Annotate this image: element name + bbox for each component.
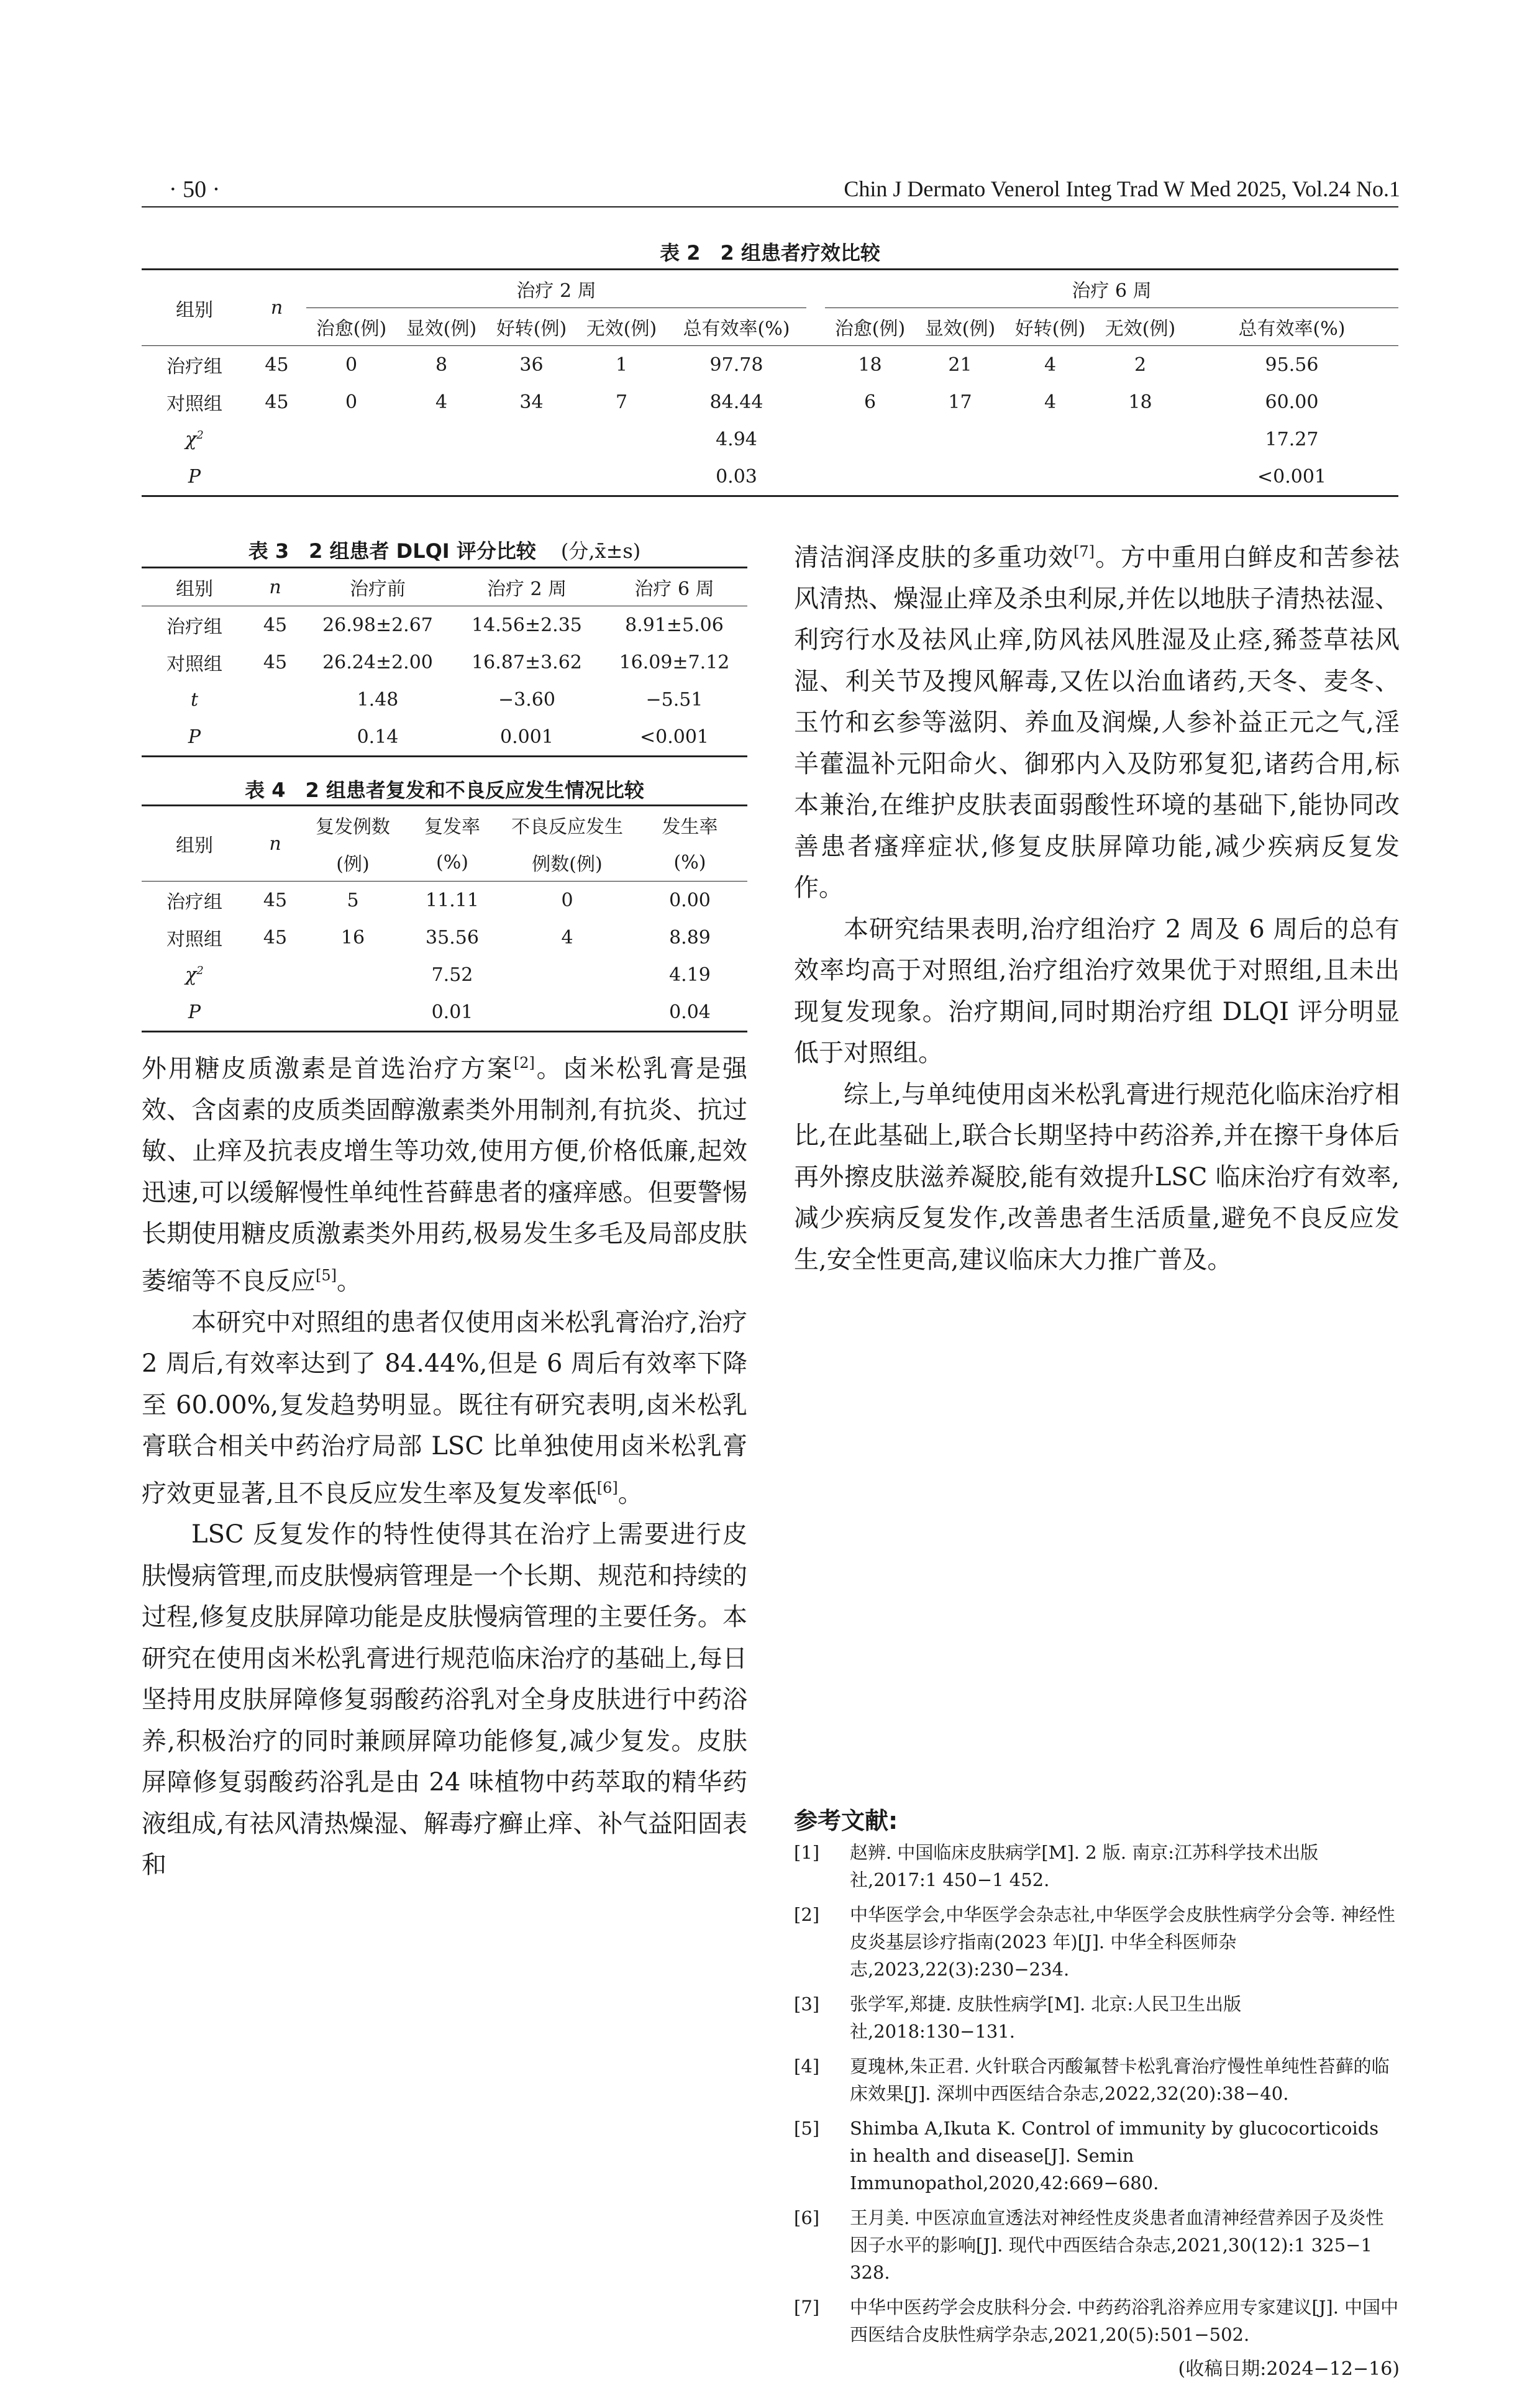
- table-row: [142, 644, 747, 681]
- table-cell: 8.91±5.06: [625, 614, 724, 636]
- reference-item: [794, 2115, 1400, 2197]
- reference-number: [2]: [794, 1904, 820, 1925]
- table-cell: 8.89: [669, 926, 711, 949]
- table-cell: 84.44: [709, 391, 763, 413]
- received-date: (收稿日期:2024−12−16): [1178, 2358, 1400, 2380]
- table2-header-n: n: [247, 270, 306, 346]
- table-row: [142, 681, 747, 718]
- left-body-column: [142, 1042, 747, 1886]
- table-cell: 17.27: [1265, 428, 1319, 450]
- p-label: P: [188, 1001, 201, 1023]
- paragraph: 本研究结果表明,治疗组治疗 2 周及 6 周后的总有效率均高于对照组,治疗组治疗效果优于对照组,且未出现复发现象。治疗期间,同时期治疗组 DLQI 评分明显低于对照组。: [794, 914, 1400, 1068]
- table2-sub-header: 显效(例): [406, 318, 477, 340]
- table-cell: 2: [1134, 353, 1147, 376]
- table-cell: 60.00: [1265, 391, 1319, 413]
- table-cell: 18: [1128, 391, 1152, 413]
- table2-header-week2: 治疗 2 周: [306, 270, 806, 308]
- table-cell: 36: [519, 353, 544, 376]
- header-rule: [142, 206, 1398, 207]
- table-cell: 0.01: [431, 1001, 473, 1023]
- table-cell: <0.001: [639, 726, 709, 748]
- table-cell: 35.56: [426, 926, 479, 949]
- table-cell: 21: [948, 353, 972, 376]
- table-cell: 26.98±2.67: [322, 614, 433, 636]
- table-cell: −3.60: [498, 688, 555, 711]
- paragraph: 外用糖皮质激素是首选治疗方案[2]。卤米松乳膏是强效、含卤素的皮质类固醇激素类外用制剂,有抗炎、抗过敏、止痒及抗表皮增生等功效,使用方便,价格低廉,起效迅速,可以缓解慢性单纯性苔藓患者的瘙痒感。但要警惕长期使用糖皮质激素类外用药,极易发生多毛及局部皮肤萎缩等不良反应[5]。: [142, 1054, 748, 1296]
- table-cell: 0.03: [716, 465, 757, 488]
- references-list: [794, 1839, 1400, 2383]
- table-cell: 8: [435, 353, 448, 376]
- table2-sub-header: 无效(例): [1105, 318, 1176, 340]
- table-cell: 治疗组: [166, 616, 222, 638]
- table-cell: 4: [435, 391, 448, 413]
- table2-header-group: 组别: [142, 270, 247, 346]
- table-row: [142, 882, 747, 919]
- table-cell: 治疗组: [166, 891, 222, 913]
- table-cell: 0: [345, 391, 358, 413]
- table-cell: 16.09±7.12: [619, 651, 730, 673]
- table-cell: [247, 718, 303, 757]
- table-cell: 0: [345, 353, 358, 376]
- right-body-column: [794, 531, 1400, 1280]
- reference-number: [1]: [794, 1842, 820, 1863]
- table-cell: 7.52: [431, 964, 473, 986]
- table-row: [142, 383, 1398, 421]
- table3-caption: 表 3 2 组患者 DLQI 评分比较 (分,x̄±s): [248, 539, 641, 563]
- table-cell: [247, 681, 303, 718]
- reference-text: 赵辨. 中国临床皮肤病学[M]. 2 版. 南京:江苏科学技术出版社,2017:1 450−1 452.: [850, 1842, 1319, 1890]
- table3-header: 组别: [176, 578, 213, 600]
- table-cell: 0.04: [669, 1001, 711, 1023]
- table-cell: 4: [561, 926, 573, 949]
- reference-text: Shimba A,Ikuta K. Control of immunity by glucocorticoids in health and disease[J]. Semin Immunopathol,2020,42:669−680.: [850, 2118, 1379, 2194]
- table4-header: (%): [673, 851, 706, 873]
- table4-header: 复发例数: [316, 816, 390, 838]
- table-cell: 97.78: [709, 353, 763, 376]
- table-cell: 45: [263, 614, 288, 636]
- table-cell: 对照组: [166, 929, 222, 950]
- table-row: [142, 606, 747, 644]
- table3-header: 治疗 6 周: [634, 578, 714, 600]
- chi-square-label: $\chi^2$: [185, 428, 204, 450]
- table-cell: 34: [519, 391, 544, 413]
- table2-sub-header: 治愈(例): [834, 318, 906, 340]
- table-cell: 45: [263, 889, 288, 911]
- table-cell: P: [188, 726, 201, 748]
- paragraph: 清洁润泽皮肤的多重功效[7]。方中重用白鲜皮和苦参祛风清热、燥湿止痒及杀虫利尿,并佐以地肤子清热祛湿、利窍行水及祛风止痒,防风祛风胜湿及止痉,豨莶草祛风湿、利关节及搜风解毒,又佐以治血诸药,天冬、麦冬、玉竹和玄参等滋阴、养血及润燥,人参补益正元之气,淫羊藿温补元阳命火、御邪内入及防邪复犯,诸药合用,标本兼治,在维护皮肤表面弱酸性环境的基础下,能协同改善患者瘙痒症状,修复皮肤屏障功能,减少疾病反复发作。: [794, 543, 1400, 903]
- table2-sub-header: 治愈(例): [316, 318, 387, 340]
- table2-caption: 表 2 2 组患者疗效比较: [660, 241, 880, 265]
- table3-header: n: [269, 576, 281, 598]
- table-cell: 0.001: [500, 726, 554, 748]
- reference-text: 中华医学会,中华医学会杂志社,中华医学会皮肤性病学分会等. 神经性皮炎基层诊疗指南(2023 年)[J]. 中华全科医师杂志,2023,22(3):230−234.: [850, 1904, 1395, 1980]
- table-row: [142, 993, 747, 1032]
- table-cell: 7: [615, 391, 628, 413]
- table-cell: 45: [265, 353, 289, 376]
- page-number: · 50 ·: [169, 176, 221, 203]
- reference-item: [794, 1901, 1400, 1983]
- table4-caption: 表 4 2 组患者复发和不良反应发生情况比较: [245, 778, 644, 802]
- table4-header: (例): [336, 854, 370, 875]
- table3: [142, 567, 747, 757]
- paragraph: 本研究中对照组的患者仅使用卤米松乳膏治疗,治疗 2 周后,有效率达到了 84.44%,但是 6 周后有效率下降至 60.00%,复发趋势明显。既往有研究表明,卤米松乳膏联合相关中药治疗局部 LSC 比单独使用卤米松乳膏疗效更显著,且不良反应发生率及复发率低[6]。: [142, 1308, 747, 1508]
- table-cell: 16.87±3.62: [472, 651, 582, 673]
- reference-text: 中华中医药学会皮肤科分会. 中药药浴乳浴养应用专家建议[J]. 中国中西医结合皮肤性病学杂志,2021,20(5):501−502.: [850, 2297, 1399, 2345]
- reference-number: [4]: [794, 2056, 820, 2077]
- table4-header-n: n: [247, 806, 303, 882]
- table-cell: 95.56: [1265, 353, 1319, 376]
- chi-square-label: $\chi^2$: [185, 964, 204, 986]
- reference-number: [6]: [794, 2207, 820, 2228]
- table2-sub-header: 总有效率(%): [683, 318, 790, 340]
- table-cell: 45: [263, 651, 288, 673]
- table-row: [142, 421, 1398, 458]
- table-cell: 0.14: [357, 726, 399, 748]
- table-cell: t: [190, 688, 199, 711]
- table-cell: −5.51: [645, 688, 703, 711]
- paragraph: LSC 反复发作的特性使得其在治疗上需要进行皮肤慢病管理,而皮肤慢病管理是一个长期、规范和持续的过程,修复皮肤屏障功能是皮肤慢病管理的主要任务。本研究在使用卤米松乳膏进行规范临床治疗的基础上,每日坚持用皮肤屏障修复弱酸药浴乳对全身皮肤进行中药浴养,积极治疗的同时兼顾屏障功能修复,减少复发。皮肤屏障修复弱酸药浴乳是由 24 味植物中药萃取的精华药液组成,有祛风清热燥湿、解毒疗癣止痒、补气益阳固表和: [142, 1520, 747, 1880]
- reference-item: [794, 2053, 1400, 2107]
- table-cell: 4: [1044, 391, 1057, 413]
- reference-text: 夏瑰林,朱正君. 火针联合丙酸氟替卡松乳膏治疗慢性单纯性苔藓的临床效果[J]. 深圳中西医结合杂志,2022,32(20):38−40.: [850, 2056, 1390, 2104]
- table2: [142, 268, 1398, 497]
- p-label: P: [188, 465, 201, 488]
- table4-header: (%): [436, 851, 468, 873]
- table4-header-group: 组别: [142, 806, 247, 882]
- table4-header: 发生率: [662, 816, 718, 838]
- journal-header: Chin J Dermato Venerol Integ Trad W Med 2025, Vol.24 No.1: [844, 176, 1400, 201]
- table-cell: <0.001: [1257, 465, 1327, 488]
- table-cell: 0: [561, 889, 573, 911]
- reference-number: [5]: [794, 2118, 820, 2139]
- table2-sub-header: 显效(例): [924, 318, 996, 340]
- table-cell: 11.11: [426, 889, 479, 911]
- table-cell: 1: [615, 353, 628, 376]
- table2-sub-header: 无效(例): [586, 318, 657, 340]
- table2-sub-header: 总有效率(%): [1238, 318, 1346, 340]
- reference-number: [7]: [794, 2297, 820, 2318]
- table-cell: 5: [347, 889, 359, 911]
- table2-header-week6: 治疗 6 周: [825, 270, 1398, 308]
- table-cell: 6: [863, 391, 877, 413]
- table-cell: 4: [1044, 353, 1057, 376]
- table-cell: 45: [263, 926, 288, 949]
- references-title: 参考文献:: [794, 1807, 898, 1834]
- reference-item: [794, 1839, 1400, 1893]
- table2-sub-header: 好转(例): [496, 318, 567, 340]
- table-cell: 18: [858, 353, 882, 376]
- reference-item: [794, 1990, 1400, 2045]
- reference-text: 王月美. 中医凉血宣透法对神经性皮炎患者血清神经营养因子及炎性因子水平的影响[J]. 现代中西医结合杂志,2021,30(12):1 325−1 328.: [850, 2207, 1384, 2283]
- table-row: [142, 346, 1398, 384]
- table-cell: 4.19: [669, 964, 711, 986]
- table-cell: 0.00: [669, 889, 711, 911]
- table-row: [142, 718, 747, 757]
- table-row: [142, 458, 1398, 496]
- table-cell: 16: [340, 926, 365, 949]
- table4-header: 例数(例): [532, 854, 603, 875]
- table-cell: 1.48: [357, 688, 399, 711]
- table-cell: 对照组: [166, 393, 222, 415]
- table-cell: 17: [948, 391, 972, 413]
- table-row: [142, 919, 747, 956]
- table4-header: 不良反应发生: [511, 816, 623, 838]
- table4: [142, 804, 747, 1032]
- table-cell: 14.56±2.35: [472, 614, 582, 636]
- table-cell: 对照组: [166, 654, 222, 675]
- reference-text: 张学军,郑捷. 皮肤性病学[M]. 北京:人民卫生出版社,2018:130−131.: [850, 1993, 1242, 2042]
- table2-sub-header: 好转(例): [1014, 318, 1086, 340]
- table4-header: 复发率: [424, 816, 480, 838]
- table-cell: 治疗组: [166, 356, 222, 378]
- reference-item: [794, 2204, 1400, 2286]
- reference-item: [794, 2294, 1400, 2348]
- reference-number: [3]: [794, 1993, 820, 2015]
- paragraph: 综上,与单纯使用卤米松乳膏进行规范化临床治疗相比,在此基础上,联合长期坚持中药浴养,并在擦干身体后再外擦皮肤滋养凝胶,能有效提升LSC 临床治疗有效率,减少疾病反复发作,改善患者生活质量,避免不良反应发生,安全性更高,建议临床大力推广普及。: [794, 1080, 1400, 1274]
- table3-header: 治疗 2 周: [486, 578, 567, 600]
- table-cell: 26.24±2.00: [322, 651, 433, 673]
- table-cell: 45: [265, 391, 289, 413]
- table-row: [142, 956, 747, 993]
- table-cell: 4.94: [716, 428, 757, 450]
- table3-header: 治疗前: [350, 578, 406, 600]
